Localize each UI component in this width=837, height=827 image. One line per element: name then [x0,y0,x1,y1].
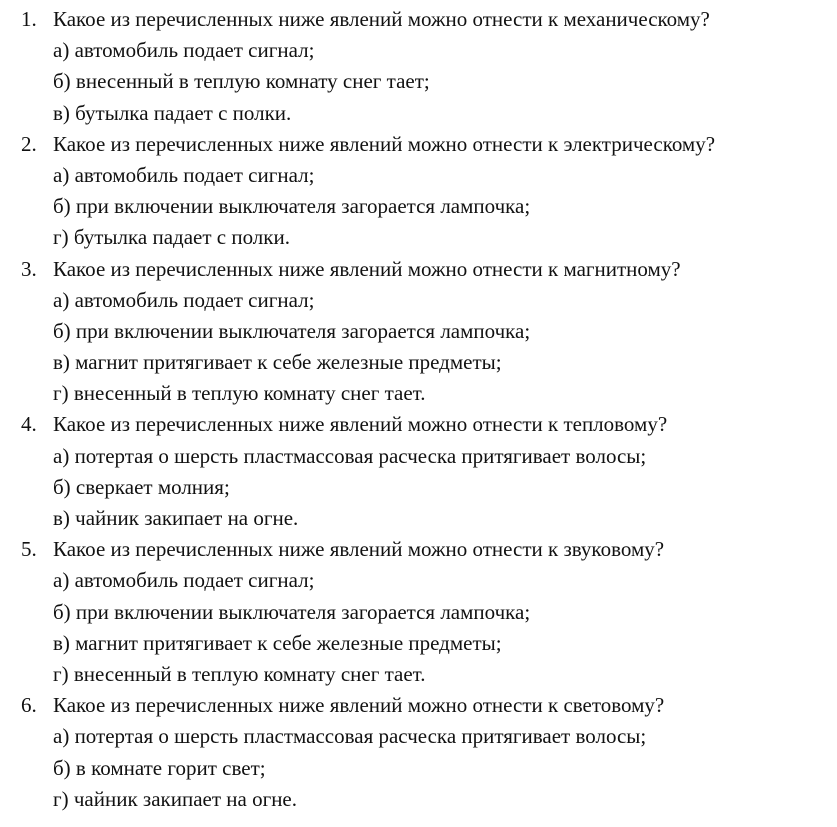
question-1 [0,4,837,129]
question-line [0,4,837,35]
answer-option: в) бутылка падает с полки. [53,100,292,125]
question-line [0,690,837,721]
answer-option: в) магнит притягивает к себе железные предметы; [53,630,502,655]
question-line [0,254,837,285]
question-line [0,534,837,565]
answer-option: а) автомобиль подает сигнал; [53,287,315,312]
question-number: 2. [21,131,37,156]
question-2 [0,129,837,254]
answer-option: б) сверкает молния; [53,474,230,499]
answer-option: а) автомобиль подает сигнал; [53,162,315,187]
answer-option: б) при включении выключателя загорается лампочка; [53,599,531,624]
answer-option: в) чайник закипает на огне. [53,506,299,530]
question-line [0,129,837,160]
question-text: Какое из перечисленных ниже явлений можно отнести к механическому? [53,7,710,31]
question-text: Какое из перечисленных ниже явлений можно отнести к звуковому? [53,537,665,562]
question-line [0,409,837,440]
question-number: 6. [21,693,37,718]
answer-option: а) потертая о шерсть пластмассовая расческа притягивает волосы; [53,724,647,749]
question-number: 1. [21,7,37,31]
question-6 [0,690,837,815]
answer-option: б) внесенный в теплую комнату снег тает; [53,69,430,94]
answer-option: б) при включении выключателя загорается лампочка; [53,318,531,343]
answer-option: г) чайник закипает на огне. [53,786,298,811]
question-3 [0,254,837,410]
question-5 [0,534,837,690]
answer-option: а) автомобиль подает сигнал; [53,38,315,63]
question-number: 3. [21,256,37,281]
answer-option: г) внесенный в теплую комнату снег тает. [53,381,426,406]
answer-option: г) внесенный в теплую комнату снег тает. [53,661,426,686]
question-4 [0,409,837,534]
answer-option: а) потертая о шерсть пластмассовая расческа притягивает волосы; [53,443,647,468]
answer-option: а) автомобиль подает сигнал; [53,568,315,593]
question-text: Какое из перечисленных ниже явлений можно отнести к магнитному? [53,256,681,281]
answer-option: в) магнит притягивает к себе железные предметы; [53,350,502,375]
answer-option: б) при включении выключателя загорается лампочка; [53,194,531,219]
question-text: Какое из перечисленных ниже явлений можно отнести к тепловому? [53,412,668,437]
question-number: 4. [21,412,37,437]
answer-option: г) бутылка падает с полки. [53,225,290,250]
question-text: Какое из перечисленных ниже явлений можно отнести к электрическому? [53,131,716,156]
answer-option: б) в комнате горит свет; [53,755,266,780]
question-number: 5. [21,537,37,562]
question-text: Какое из перечисленных ниже явлений можно отнести к световому? [53,693,665,718]
